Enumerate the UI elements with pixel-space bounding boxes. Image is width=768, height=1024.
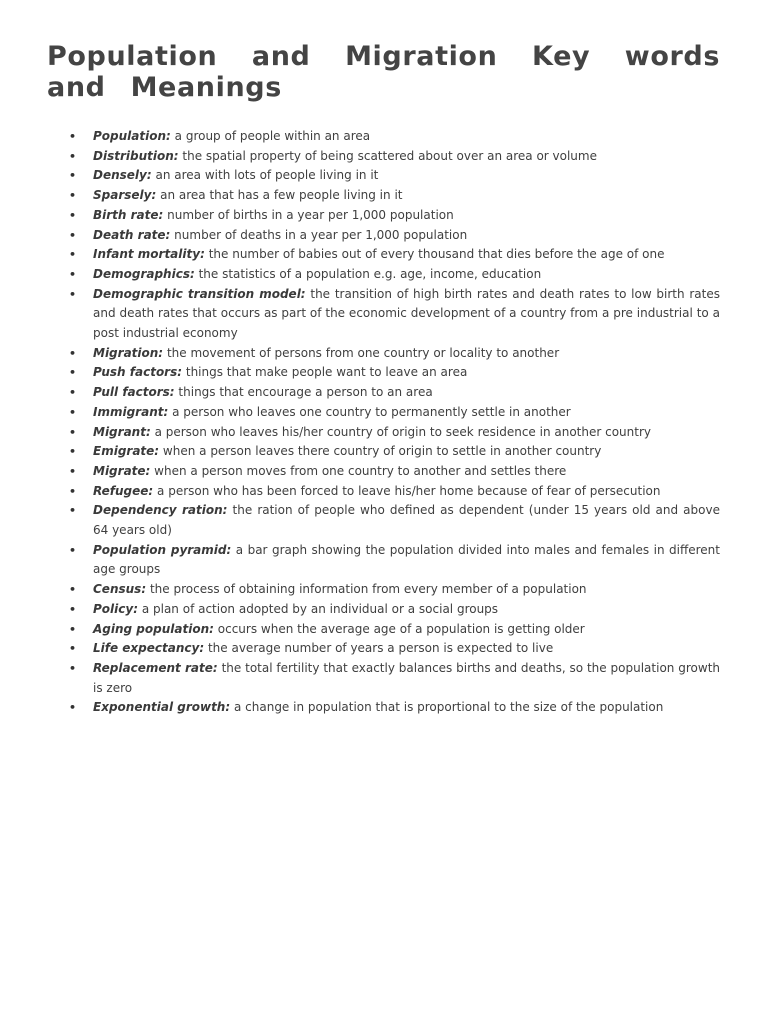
list-item [47, 265, 720, 285]
list-item [47, 541, 720, 580]
bullet-icon: • [69, 267, 77, 281]
term-label: Densely: [93, 168, 152, 183]
list-item [47, 206, 720, 226]
bullet-icon: • [69, 425, 77, 439]
term-definition: things that encourage a person to an area [178, 385, 433, 400]
list-item [47, 186, 720, 206]
term-definition: the spatial property of being scattered about over an area or volume [182, 148, 597, 163]
term-label: Immigrant: [93, 404, 169, 419]
bullet-icon: • [69, 484, 77, 498]
term-definition: a person who leaves his/her country of origin to seek residence in another country [154, 424, 651, 439]
term-definition: the ration of people who defined as dependent (under 15 years old and above 64 years old) [93, 503, 720, 538]
list-item [47, 639, 720, 659]
term-label: Sparsely: [93, 188, 157, 203]
document-page [47, 41, 720, 718]
list-item [47, 285, 720, 344]
bullet-icon: • [69, 602, 77, 616]
bullet-icon: • [69, 504, 77, 518]
term-label: Population pyramid: [93, 542, 232, 557]
term-definition: the average number of years a person is expected to live [207, 641, 554, 656]
bullet-icon: • [69, 346, 77, 360]
bullet-icon: • [69, 701, 77, 715]
term-definition: when a person moves from one country to another and settles there [154, 463, 567, 478]
term-definition: the movement of persons from one country or locality to another [166, 345, 560, 360]
bullet-icon: • [69, 622, 77, 636]
page-title: Population and Migration Key words and Meanings [47, 41, 720, 103]
term-definition: the process of obtaining information from every member of a population [149, 582, 587, 597]
bullet-icon: • [69, 169, 77, 183]
bullet-icon: • [69, 464, 77, 478]
list-item [47, 226, 720, 246]
bullet-icon: • [69, 228, 77, 242]
term-definition: occurs when the average age of a population is getting older [217, 621, 585, 636]
list-item [47, 501, 720, 540]
term-label: Emigrate: [93, 444, 160, 459]
term-definition: number of deaths in a year per 1,000 population [174, 227, 468, 242]
term-definition: a group of people within an area [174, 129, 371, 143]
list-item [47, 698, 720, 718]
term-definition: the statistics of a population e.g. age, income, education [198, 266, 542, 281]
list-item [47, 462, 720, 482]
term-label: Migration: [93, 345, 164, 360]
bullet-icon: • [69, 189, 77, 203]
bullet-icon: • [69, 405, 77, 419]
term-label: Migrant: [93, 424, 151, 439]
list-item [47, 127, 720, 147]
bullet-icon: • [69, 208, 77, 222]
list-item [47, 423, 720, 443]
term-definition: when a person leaves there country of origin to settle in another country [162, 444, 602, 459]
term-definition: an area that has a few people living in it [160, 188, 403, 203]
list-item [47, 166, 720, 186]
term-label: Census: [93, 582, 147, 597]
bullet-icon: • [69, 642, 77, 656]
term-label: Population: [93, 129, 171, 143]
bullet-icon: • [69, 386, 77, 400]
term-label: Demographic transition model: [93, 286, 306, 301]
list-item [47, 482, 720, 502]
term-definition: the total fertility that exactly balances births and deaths, so the population growth is zero [93, 660, 721, 695]
list-item [47, 383, 720, 403]
term-label: Death rate: [93, 227, 171, 242]
list-item [47, 147, 720, 167]
term-definition: a person who has been forced to leave his/her home because of fear of persecution [157, 483, 661, 498]
term-definition: a person who leaves one country to permanently settle in another [172, 404, 571, 419]
term-label: Distribution: [93, 148, 179, 163]
term-definition: the transition of high birth rates and death rates to low birth rates and death rates that occurs as part of the economic development of a country from a pre industrial to a post industrial economy [93, 286, 720, 341]
term-label: Policy: [93, 601, 138, 616]
term-label: Migrate: [93, 463, 151, 478]
list-item [47, 600, 720, 620]
term-label: Demographics: [93, 266, 195, 281]
bullet-icon: • [69, 287, 77, 301]
term-label: Push factors: [93, 365, 183, 380]
term-definition: number of births in a year per 1,000 population [167, 207, 454, 222]
bullet-icon: • [69, 583, 77, 597]
term-definition: a plan of action adopted by an individual or a social groups [141, 601, 499, 616]
list-item [47, 403, 720, 423]
list-item [47, 580, 720, 600]
bullet-icon: • [69, 149, 77, 163]
term-definition: a change in population that is proportional to the size of the population [233, 700, 664, 715]
list-item [47, 659, 720, 698]
bullet-icon: • [69, 130, 77, 143]
bullet-icon: • [69, 248, 77, 262]
term-label: Exponential growth: [93, 700, 231, 715]
term-label: Birth rate: [93, 207, 164, 222]
term-label: Aging population: [93, 621, 214, 636]
list-item [47, 363, 720, 383]
term-label: Dependency ration: [93, 503, 228, 518]
term-definition: an area with lots of people living in it [155, 168, 379, 183]
term-definition: a bar graph showing the population divided into males and females in different age groups [93, 542, 720, 577]
list-item [47, 442, 720, 462]
list-item [47, 245, 720, 265]
term-label: Life expectancy: [93, 641, 205, 656]
list-item [47, 620, 720, 640]
term-definition: the number of babies out of every thousand that dies before the age of one [208, 247, 665, 262]
term-label: Refugee: [93, 483, 154, 498]
list-item [47, 344, 720, 364]
term-definition: things that make people want to leave an area [185, 365, 468, 380]
bullet-icon: • [69, 445, 77, 459]
term-label: Pull factors: [93, 385, 175, 400]
term-label: Infant mortality: [93, 247, 205, 262]
bullet-icon: • [69, 661, 77, 675]
key-words-list [47, 127, 720, 718]
bullet-icon: • [69, 543, 77, 557]
term-label: Replacement rate: [93, 660, 218, 675]
bullet-icon: • [69, 366, 77, 380]
